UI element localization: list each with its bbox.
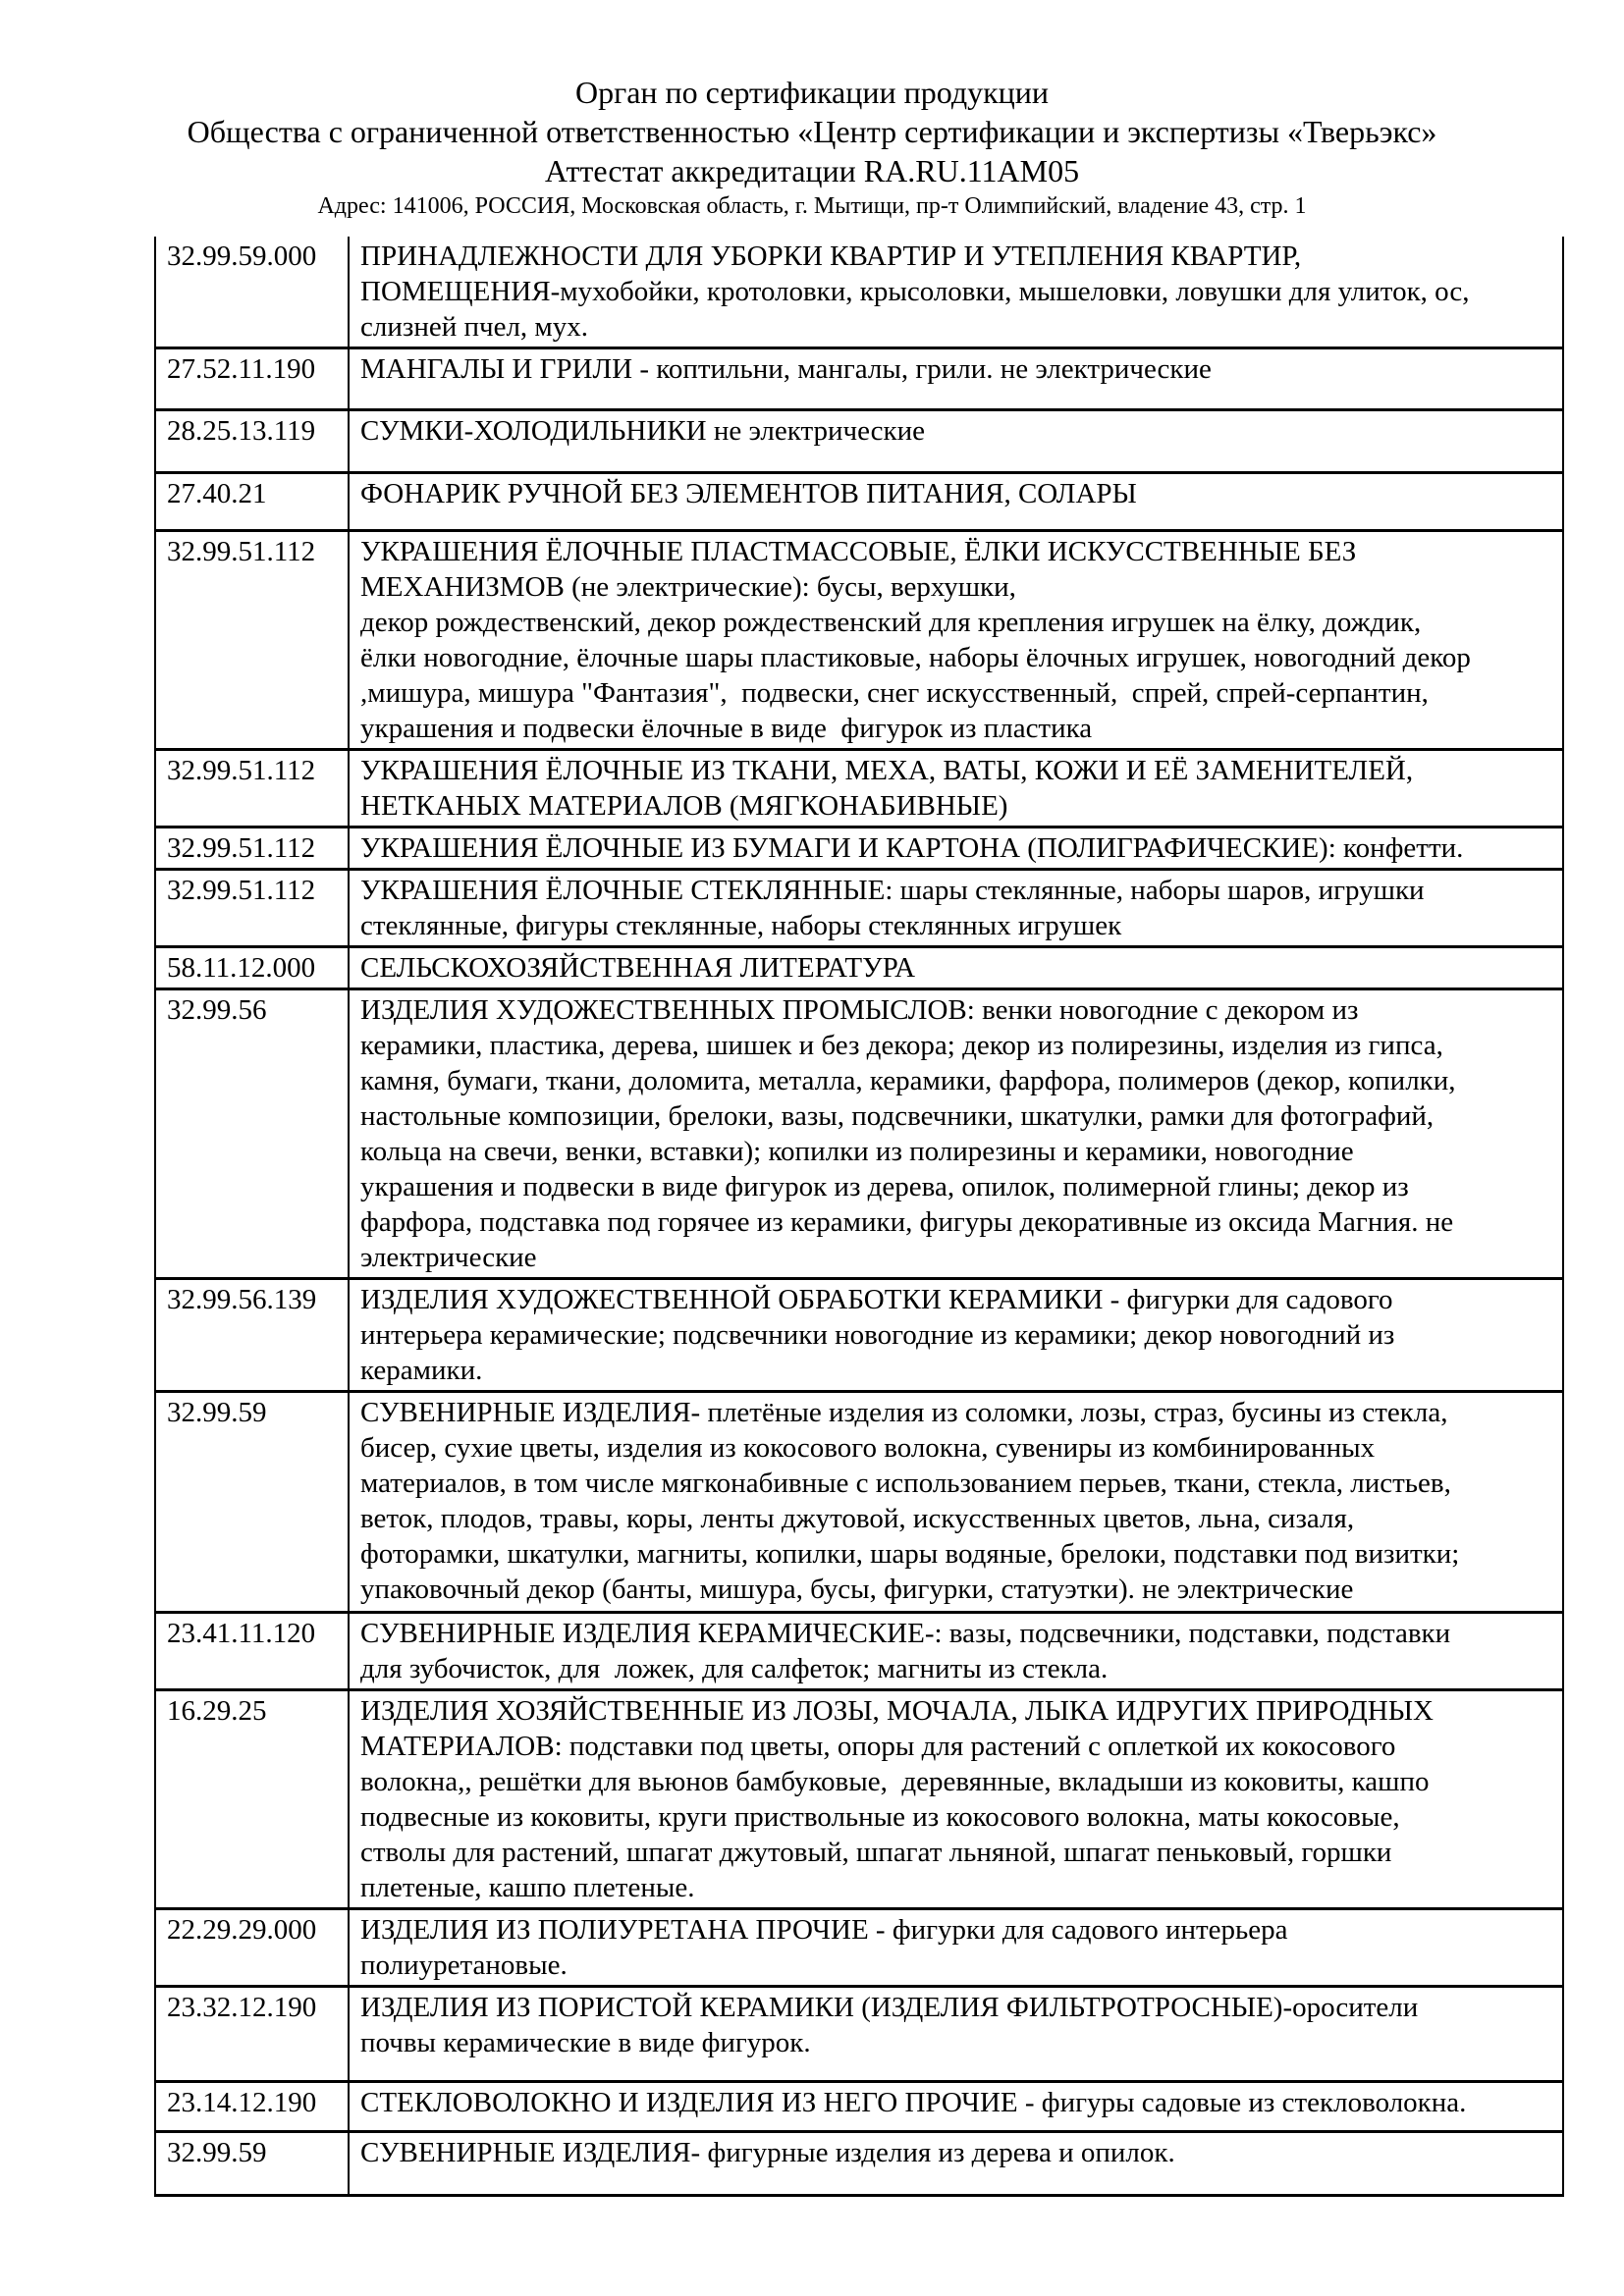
header-address-line: Адрес: 141006, РОССИЯ, Московская область, г. Мытищи, пр-т Олимпийский, владение 43, стр. 1: [317, 193, 1307, 219]
description-line: кольца на свечи, венки, вставки); копилки из полирезины и керамики, новогодние: [360, 1136, 1354, 1167]
description-line: ИЗДЕЛИЯ ХУДОЖЕСТВЕННЫХ ПРОМЫСЛОВ: венки новогодние с декором из: [360, 994, 1359, 1026]
description-line: плетеные, кашпо плетеные.: [360, 1872, 695, 1903]
description-line: керамики, пластика, дерева, шишек и без декора; декор из полирезины, изделия из гипса,: [360, 1030, 1443, 1061]
description-line: МЕХАНИЗМОВ (не электрические): бусы, верхушки,: [360, 571, 1016, 603]
table-row: [155, 473, 1563, 531]
description-line: для зубочисток, для ложек, для салфеток; магниты из стекла.: [360, 1653, 1109, 1684]
description-line: СУВЕНИРНЫЕ ИЗДЕЛИЯ- плетёные изделия из соломки, лозы, страз, бусины из стекла,: [360, 1397, 1448, 1428]
product-description-cell: [349, 750, 1563, 828]
product-code-table: [154, 237, 1564, 2197]
document-header: [0, 0, 1624, 222]
product-code-cell: 28.25.13.119: [155, 410, 349, 473]
description-line: декор рождественский, декор рождественский для крепления игрушек на ёлку, дождик,: [360, 607, 1422, 638]
table-row: [155, 2132, 1563, 2196]
description-line: ИЗДЕЛИЯ ИЗ ПОЛИУРЕТАНА ПРОЧИЕ - фигурки для садового интерьера: [360, 1914, 1288, 1946]
description-line: ёлки новогодние, ёлочные шары пластиковые, наборы ёлочных игрушек, новогодний декор: [360, 642, 1471, 673]
header-company-line: Общества с ограниченной ответственностью «Центр сертификации и экспертизы «Тверьэкс»: [187, 114, 1437, 149]
description-line: керамики.: [360, 1355, 483, 1386]
description-line: СУВЕНИРНЫЕ ИЗДЕЛИЯ КЕРАМИЧЕСКИЕ-: вазы, подсвечники, подставки, подставки: [360, 1618, 1451, 1649]
description-line: электрические: [360, 1242, 537, 1273]
table-row: [155, 1613, 1563, 1690]
product-description-cell: [349, 1279, 1563, 1392]
description-line: ИЗДЕЛИЯ ХОЗЯЙСТВЕННЫЕ ИЗ ЛОЗЫ, МОЧАЛА, ЛЫКА ИДРУГИХ ПРИРОДНЫХ: [360, 1695, 1434, 1727]
product-code-cell: 32.99.51.112: [155, 531, 349, 750]
description-line: материалов, в том числе мягконабивные с использованием перьев, ткани, стекла, листьев,: [360, 1468, 1451, 1499]
product-description-cell: [349, 348, 1563, 410]
description-line: интерьера керамические; подсвечники новогодние из керамики; декор новогодний из: [360, 1319, 1395, 1351]
description-line: бисер, сухие цветы, изделия из кокосового волокна, сувениры из комбинированных: [360, 1432, 1376, 1464]
description-line: украшения и подвески в виде фигурок из дерева, опилок, полимерной глины; декор из: [360, 1171, 1409, 1202]
table-row: [155, 1909, 1563, 1987]
product-description-cell: [349, 989, 1563, 1279]
product-description-cell: [349, 828, 1563, 870]
description-line: ФОНАРИК РУЧНОЙ БЕЗ ЭЛЕМЕНТОВ ПИТАНИЯ, СОЛАРЫ: [360, 478, 1137, 509]
table-row: [155, 348, 1563, 410]
product-code-cell: 32.99.51.112: [155, 750, 349, 828]
product-code-cell: 32.99.59: [155, 2132, 349, 2196]
table-row: [155, 410, 1563, 473]
description-line: камня, бумаги, ткани, доломита, металла, керамики, фарфора, полимеров (декор, копилки,: [360, 1065, 1456, 1096]
description-line: веток, плодов, травы, коры, ленты джутовой, искусственных цветов, льна, сизаля,: [360, 1503, 1355, 1534]
description-line: НЕТКАНЫХ МАТЕРИАЛОВ (МЯГКОНАБИВНЫЕ): [360, 790, 1008, 822]
description-line: фарфора, подставка под горячее из керамики, фигуры декоративные из оксида Магния. не: [360, 1206, 1454, 1238]
table-row: [155, 2082, 1563, 2132]
product-code-cell: 23.14.12.190: [155, 2082, 349, 2132]
product-code-cell: 23.41.11.120: [155, 1613, 349, 1690]
product-code-cell: 32.99.51.112: [155, 828, 349, 870]
description-line: подвесные из коковиты, круги приствольные из кокосового волокна, маты кокосовые,: [360, 1801, 1400, 1833]
table-row: [155, 1392, 1563, 1613]
product-code-cell: 32.99.56: [155, 989, 349, 1279]
table-row: [155, 947, 1563, 989]
description-line: УКРАШЕНИЯ ЁЛОЧНЫЕ СТЕКЛЯННЫЕ: шары стеклянные, наборы шаров, игрушки: [360, 875, 1425, 906]
table-row: [155, 750, 1563, 828]
description-line: ПРИНАДЛЕЖНОСТИ ДЛЯ УБОРКИ КВАРТИР И УТЕПЛЕНИЯ КВАРТИР,: [360, 240, 1302, 272]
description-line: стеклянные, фигуры стеклянные, наборы стеклянных игрушек: [360, 910, 1122, 941]
table-row: [155, 1690, 1563, 1909]
product-code-cell: 23.32.12.190: [155, 1987, 349, 2082]
product-code-cell: 27.52.11.190: [155, 348, 349, 410]
table-row: [155, 1987, 1563, 2082]
product-description-cell: [349, 473, 1563, 531]
description-line: ,мишура, мишура "Фантазия", подвески, снег искусственный, спрей, спрей-серпантин,: [360, 677, 1429, 709]
product-description-cell: [349, 531, 1563, 750]
table-row: [155, 989, 1563, 1279]
description-line: СЕЛЬСКОХОЗЯЙСТВЕННАЯ ЛИТЕРАТУРА: [360, 952, 916, 984]
header-accreditation-line: Аттестат аккредитации RA.RU.11АМ05: [544, 153, 1080, 188]
product-description-cell: [349, 410, 1563, 473]
description-line: СУВЕНИРНЫЕ ИЗДЕЛИЯ- фигурные изделия из дерева и опилок.: [360, 2137, 1175, 2168]
table-body: [155, 237, 1563, 2196]
product-description-cell: [349, 1613, 1563, 1690]
product-code-cell: 27.40.21: [155, 473, 349, 531]
description-line: УКРАШЕНИЯ ЁЛОЧНЫЕ ПЛАСТМАССОВЫЕ, ЁЛКИ ИСКУССТВЕННЫЕ БЕЗ: [360, 536, 1357, 567]
product-code-cell: 16.29.25: [155, 1690, 349, 1909]
description-line: волокна,, решётки для вьюнов бамбуковые, деревянные, вкладыши из коковиты, кашпо: [360, 1766, 1430, 1797]
table-row: [155, 1279, 1563, 1392]
product-code-cell: 32.99.59.000: [155, 237, 349, 348]
product-description-cell: [349, 1690, 1563, 1909]
product-description-cell: [349, 870, 1563, 947]
table-row: [155, 828, 1563, 870]
table-row: [155, 870, 1563, 947]
description-line: полиуретановые.: [360, 1949, 568, 1981]
product-description-cell: [349, 947, 1563, 989]
description-line: ИЗДЕЛИЯ ИЗ ПОРИСТОЙ КЕРАМИКИ (ИЗДЕЛИЯ ФИЛЬТРОТРОСНЫЕ)-оросители: [360, 1992, 1419, 2023]
description-line: УКРАШЕНИЯ ЁЛОЧНЫЕ ИЗ БУМАГИ И КАРТОНА (ПОЛИГРАФИЧЕСКИЕ): конфетти.: [360, 832, 1464, 864]
description-line: фоторамки, шкатулки, магниты, копилки, шары водяные, брелоки, подставки под визитки;: [360, 1538, 1460, 1570]
product-code-cell: 58.11.12.000: [155, 947, 349, 989]
description-line: УКРАШЕНИЯ ЁЛОЧНЫЕ ИЗ ТКАНИ, МЕХА, ВАТЫ, КОЖИ И ЕЁ ЗАМЕНИТЕЛЕЙ,: [360, 755, 1414, 786]
product-description-cell: [349, 237, 1563, 348]
description-line: ПОМЕЩЕНИЯ-мухобойки, кротоловки, крысоловки, мышеловки, ловушки для улиток, ос,: [360, 276, 1470, 307]
table-row: [155, 531, 1563, 750]
product-description-cell: [349, 2132, 1563, 2196]
description-line: МАНГАЛЫ И ГРИЛИ - коптильни, мангалы, грили. не электрические: [360, 353, 1212, 385]
description-line: ИЗДЕЛИЯ ХУДОЖЕСТВЕННОЙ ОБРАБОТКИ КЕРАМИКИ - фигурки для садового: [360, 1284, 1393, 1315]
description-line: СТЕКЛОВОЛОКНО И ИЗДЕЛИЯ ИЗ НЕГО ПРОЧИЕ - фигуры садовые из стекловолокна.: [360, 2087, 1467, 2118]
description-line: слизней пчел, мух.: [360, 311, 589, 343]
product-description-cell: [349, 1909, 1563, 1987]
description-line: стволы для растений, шпагат джутовый, шпагат льняной, шпагат пеньковый, горшки: [360, 1837, 1392, 1868]
product-code-cell: 22.29.29.000: [155, 1909, 349, 1987]
table-row: [155, 237, 1563, 348]
description-line: украшения и подвески ёлочные в виде фигурок из пластика: [360, 713, 1093, 744]
description-line: настольные композиции, брелоки, вазы, подсвечники, шкатулки, рамки для фотографий,: [360, 1100, 1435, 1132]
product-description-cell: [349, 1392, 1563, 1613]
description-line: упаковочный декор (банты, мишура, бусы, фигурки, статуэтки). не электрические: [360, 1574, 1354, 1605]
product-code-cell: 32.99.56.139: [155, 1279, 349, 1392]
product-code-cell: 32.99.51.112: [155, 870, 349, 947]
header-org-line: Орган по сертификации продукции: [574, 75, 1050, 110]
description-line: СУМКИ-ХОЛОДИЛЬНИКИ не электрические: [360, 415, 926, 447]
description-line: МАТЕРИАЛОВ: подставки под цветы, опоры для растений с оплеткой их кокосового: [360, 1731, 1396, 1762]
product-description-cell: [349, 2082, 1563, 2132]
product-description-cell: [349, 1987, 1563, 2082]
description-line: почвы керамические в виде фигурок.: [360, 2027, 811, 2058]
product-code-cell: 32.99.59: [155, 1392, 349, 1613]
